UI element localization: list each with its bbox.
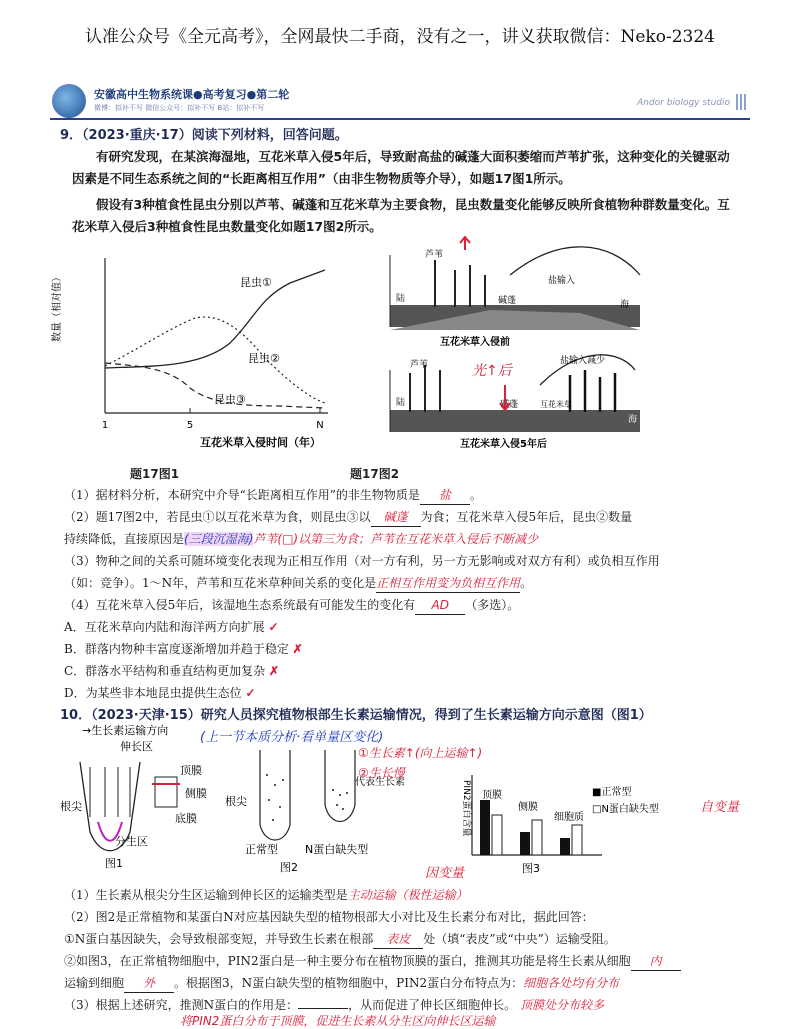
fig2-caption: 题17图2: [350, 467, 400, 481]
fig1-label-insect3: 昆虫③: [214, 393, 246, 406]
q9-title: 9．（2023·重庆·17）阅读下列材料，回答问题。: [60, 128, 348, 143]
q9-option-c-mark: ✗: [269, 664, 280, 678]
q10-fig2-wt-label: 正常型: [245, 843, 278, 856]
q10-fig1-label-elongation: 伸长区: [120, 740, 153, 753]
fig2-bottom-salt-label: 盐输入减少: [560, 356, 606, 366]
fig2-bottom-spartina-label: 互花米草: [540, 400, 572, 409]
fig2-hand-note: 光↑后: [472, 363, 512, 379]
q10-fig2-hand2: ②生长慢: [358, 766, 405, 780]
q9-option-c: C．群落水平结构和垂直结构更加复杂 ✗: [64, 664, 280, 678]
fig2-top-salt-label: 盐输入: [548, 276, 576, 286]
q10-fig2-caption: 图2: [280, 861, 298, 874]
q10-fig1-cell: [155, 777, 177, 807]
q9-q4-answer: AD: [415, 596, 465, 615]
fig1-series-insect2: [105, 317, 325, 403]
q10-fig3-bar-cyto-wt: [560, 838, 570, 855]
q10-fig3-bar-cyto-mut: [572, 825, 582, 855]
q10-fig3-chart: [452, 770, 712, 880]
fig2-bottom-reed-label: 芦苇: [410, 360, 429, 370]
q9-option-a-mark: ✓: [268, 620, 279, 634]
q10-fig1-label-basal: 底膜: [175, 812, 197, 825]
q9-q3a: （3）物种之间的关系可随环境变化表现为正相互作用（对一方有利，另一方无影响或对双方有利）或负相互作用: [64, 554, 660, 568]
fig2-bottom-reeds: [410, 365, 440, 412]
fig1-caption: 题17图1: [130, 467, 180, 481]
q10-q2b: ①N蛋白基因缺失，会导致根部变短，并导致生长素在根部 表皮 处（填“表皮”或“中央”）运输受阻。: [64, 930, 616, 949]
fig2-top-caption: 互花米草入侵前: [440, 337, 510, 348]
header-subtitle: 微博：拟补不写 微信公众号：拟补不写 B站：拟补不写: [94, 104, 265, 112]
q9-q4: （4）互花米草入侵5年后，该湿地生态系统最有可能发生的变化有 AD （多选）。: [64, 596, 519, 615]
q9-q3b: （如：竞争）。1～N年，芦苇和互花米草种间关系的变化是正相互作用变为负相互作用。: [64, 574, 532, 593]
q10-q1-answer: 主动运输（极性运输）: [347, 888, 468, 902]
fig2-bottom-caption: 互花米草入侵5年后: [460, 439, 547, 450]
q10-fig1-diagram: [60, 722, 230, 872]
q10-q3-hand: 顶膜处分布较多: [519, 998, 604, 1012]
q10-fig3-group-cyto: 细胞质: [554, 812, 584, 823]
fig2-top-land-label: 陆: [396, 294, 406, 304]
q10-q2c: ②如图3，在正常植物细胞中，PIN2蛋白是一种主要分布在植物顶膜的蛋白，推测其功能是将生长素从细胞 内: [64, 952, 681, 971]
q9-option-b-mark: ✗: [292, 642, 303, 656]
q10-fig3-bar-lateral-wt: [520, 832, 530, 855]
q10-fig3-bar-lateral-mut: [532, 820, 542, 855]
q9-option-a: A．互花米草向内陆和海洋两方向扩展 ✓: [64, 620, 279, 634]
fig2-top-sea-label: 海: [620, 300, 630, 310]
q10-fig2-mutant-root: [325, 750, 355, 822]
fig2-top-suaeda-label: 碱蓬: [498, 296, 517, 306]
q10-fig2-hand1: ①生长素↑(向上运输↑): [358, 746, 483, 760]
fig1-tick-5: 5: [186, 420, 194, 431]
q9-q2-hand1: (三段沉湿海): [184, 532, 254, 546]
q10-fig1-label-apical: 顶膜: [180, 764, 202, 777]
q10-q1: （1）生长素从根尖分生区运输到伸长区的运输类型是主动运输（极性运输）: [64, 888, 468, 902]
q9-fig1-chart: [52, 248, 350, 458]
q10-q3-hand2: 将PIN2蛋白分布于顶膜，促进生长素从分生区向伸长区运输: [180, 1014, 496, 1028]
fig2-down-arrow: [500, 385, 510, 410]
q10-fig1-caption: 图1: [105, 857, 123, 870]
fig2-top-salt-arrow: [510, 247, 640, 275]
header-bar: [50, 84, 750, 120]
fig2-bottom-spartina: [570, 370, 615, 412]
q9-q3-answer: 正相互作用变为负相互作用: [376, 574, 520, 593]
fig1-ylabel: 数量（相对值）: [52, 272, 63, 342]
q9-q2b: 持续降低，直接原因是(三段沉湿海)芦苇(□)以第三为食；芦苇在互花米草入侵后不断减少: [64, 532, 539, 546]
q10-fig3-group-lateral: 侧膜: [518, 802, 538, 813]
q10-fig3-bar-apical-mut: [492, 815, 502, 855]
q9-q2a: （2）题17图2中，若昆虫①以互花米草为食，则昆虫③以 碱蓬 为食；互花米草入侵5年后，昆虫②数量: [64, 508, 632, 527]
q10-fig3-group-apical: 顶膜: [482, 790, 502, 801]
q10-fig1-flow-arrows: [90, 767, 130, 817]
fig2-bottom-suaeda-label: 碱蓬: [500, 400, 519, 410]
q10-fig3-ylabel: PIN2蛋白含量: [461, 780, 471, 837]
q10-fig2-mutant-label: N蛋白缺失型: [305, 843, 369, 856]
q9-paragraph-1: 有研究发现，在某滨海湿地，互花米草入侵5年后，导致耐高盐的碱蓬大面积萎缩而芦苇扩张，这种变化的关键驱动因素是不同生态系统之间的“长距离相互作用”（由非生物物质等介导），如题17图1所示。: [72, 149, 730, 186]
q10-fig3-hand-dep: 因变量: [425, 866, 465, 881]
q10-q2b-answer: 表皮: [373, 930, 423, 949]
q10-q2c-answer: 内: [631, 952, 681, 971]
q10-fig2-auxin-dots: [266, 774, 348, 821]
q9-fig2-diagram: [380, 235, 760, 455]
q10-title: 10．（2023·天津·15）研究人员探究植物根部生长素运输情况，得到了生长素运输方向示意图（图1）: [60, 708, 652, 723]
q9-q1-answer: 盐: [420, 486, 470, 505]
fig1-label-insect2: 昆虫②: [248, 352, 280, 365]
q10-q2d-answer: 外: [124, 974, 174, 993]
fig1-xlabel: 互花米草入侵时间（年）: [200, 436, 321, 449]
q10-fig3-hand-var: 自变量: [700, 800, 740, 815]
fig1-series-insect1: [105, 270, 325, 368]
q9-q2-hand2: 芦苇(□)以第三为食: [253, 532, 359, 546]
q10-q2d: 运输到细胞 外 。根据图3，N蛋白缺失型的植物细胞中，PIN2蛋白分布特点为：细胞各处均有分布: [64, 974, 619, 993]
fig1-tick-1: 1: [101, 420, 109, 431]
fig2-top-reeds: [435, 260, 485, 307]
fig2-top-up-arrow: [460, 237, 470, 250]
q10-hand-top: (上一节本质分析·看单量区变化): [200, 730, 384, 745]
q9-option-b: B．群落内物种丰富度逐渐增加并趋于稳定 ✗: [64, 642, 303, 656]
q10-q3-blank: [298, 1008, 348, 1009]
q10-fig1-label-lateral: 侧膜: [185, 787, 207, 800]
q10-fig3-bar-apical-wt: [480, 800, 490, 855]
q9-option-d: D．为某些非本地昆虫提供生态位 ✓: [64, 686, 256, 700]
q10-q2d-hand: 细胞各处均有分布: [523, 976, 620, 990]
q9-q2-answer: 碱蓬: [371, 508, 421, 527]
q10-fig2-root-label: 根尖: [225, 795, 247, 808]
q9-paragraph-2: 假设有3种植食性昆虫分别以芦苇、碱蓬和互花米草为主要食物，昆虫数量变化能够反映所食植物种群数量变化。互花米草入侵后3种植食性昆虫数量变化如题17图2所示。: [72, 197, 730, 234]
logo-icon: [52, 84, 86, 118]
header-title: 安徽高中生物系统课●高考复习●第二轮: [94, 88, 290, 101]
fig2-bottom-sea-label: 海: [628, 415, 638, 425]
q10-fig1-label-root-tip: 根尖: [60, 800, 82, 813]
header-studio: Andor biology studio: [637, 98, 730, 108]
q10-fig3-legend-mut: □N蛋白缺失型: [592, 804, 659, 815]
fig2-bottom-land-label: 陆: [396, 398, 406, 408]
q10-q2a: （2）图2是正常植物和某蛋白N对应基因缺失型的植物根部大小对比及生长素分布对比，据此回答：: [64, 910, 594, 924]
q10-fig2-wt-root: [260, 750, 290, 840]
q9-q2-hand3: ；芦苇在互花米草入侵后不断减少: [358, 532, 539, 546]
fig1-tick-n: N: [316, 420, 324, 431]
q10-q3: （3）根据上述研究，推测N蛋白的作用是： ，从而促进了伸长区细胞伸长。 顶膜处分布较多: [64, 998, 604, 1012]
barcode-icon: [736, 94, 748, 110]
q10-fig3-caption: 图3: [522, 862, 540, 875]
fig2-bottom-soil: [390, 410, 640, 432]
q10-fig3-legend-wt: ■正常型: [592, 787, 632, 798]
fig2-top-reed-label: 芦苇: [425, 250, 444, 260]
q9-option-d-mark: ✓: [245, 686, 256, 700]
q9-q1: （1）据材料分析，本研究中介导“长距离相互作用”的非生物物质是 盐 。: [64, 486, 482, 505]
fig1-label-insect1: 昆虫①: [240, 276, 272, 289]
q10-fig2-legend: 代表生长素: [355, 777, 405, 788]
top-banner: 认准公众号《全元高考》，全网最快二手商，没有之一，讲义获取微信：Neko-2324: [85, 27, 715, 47]
q10-fig1-legend: →生长素运输方向: [82, 724, 169, 737]
q10-fig1-label-meristem: 分生区: [115, 835, 148, 848]
